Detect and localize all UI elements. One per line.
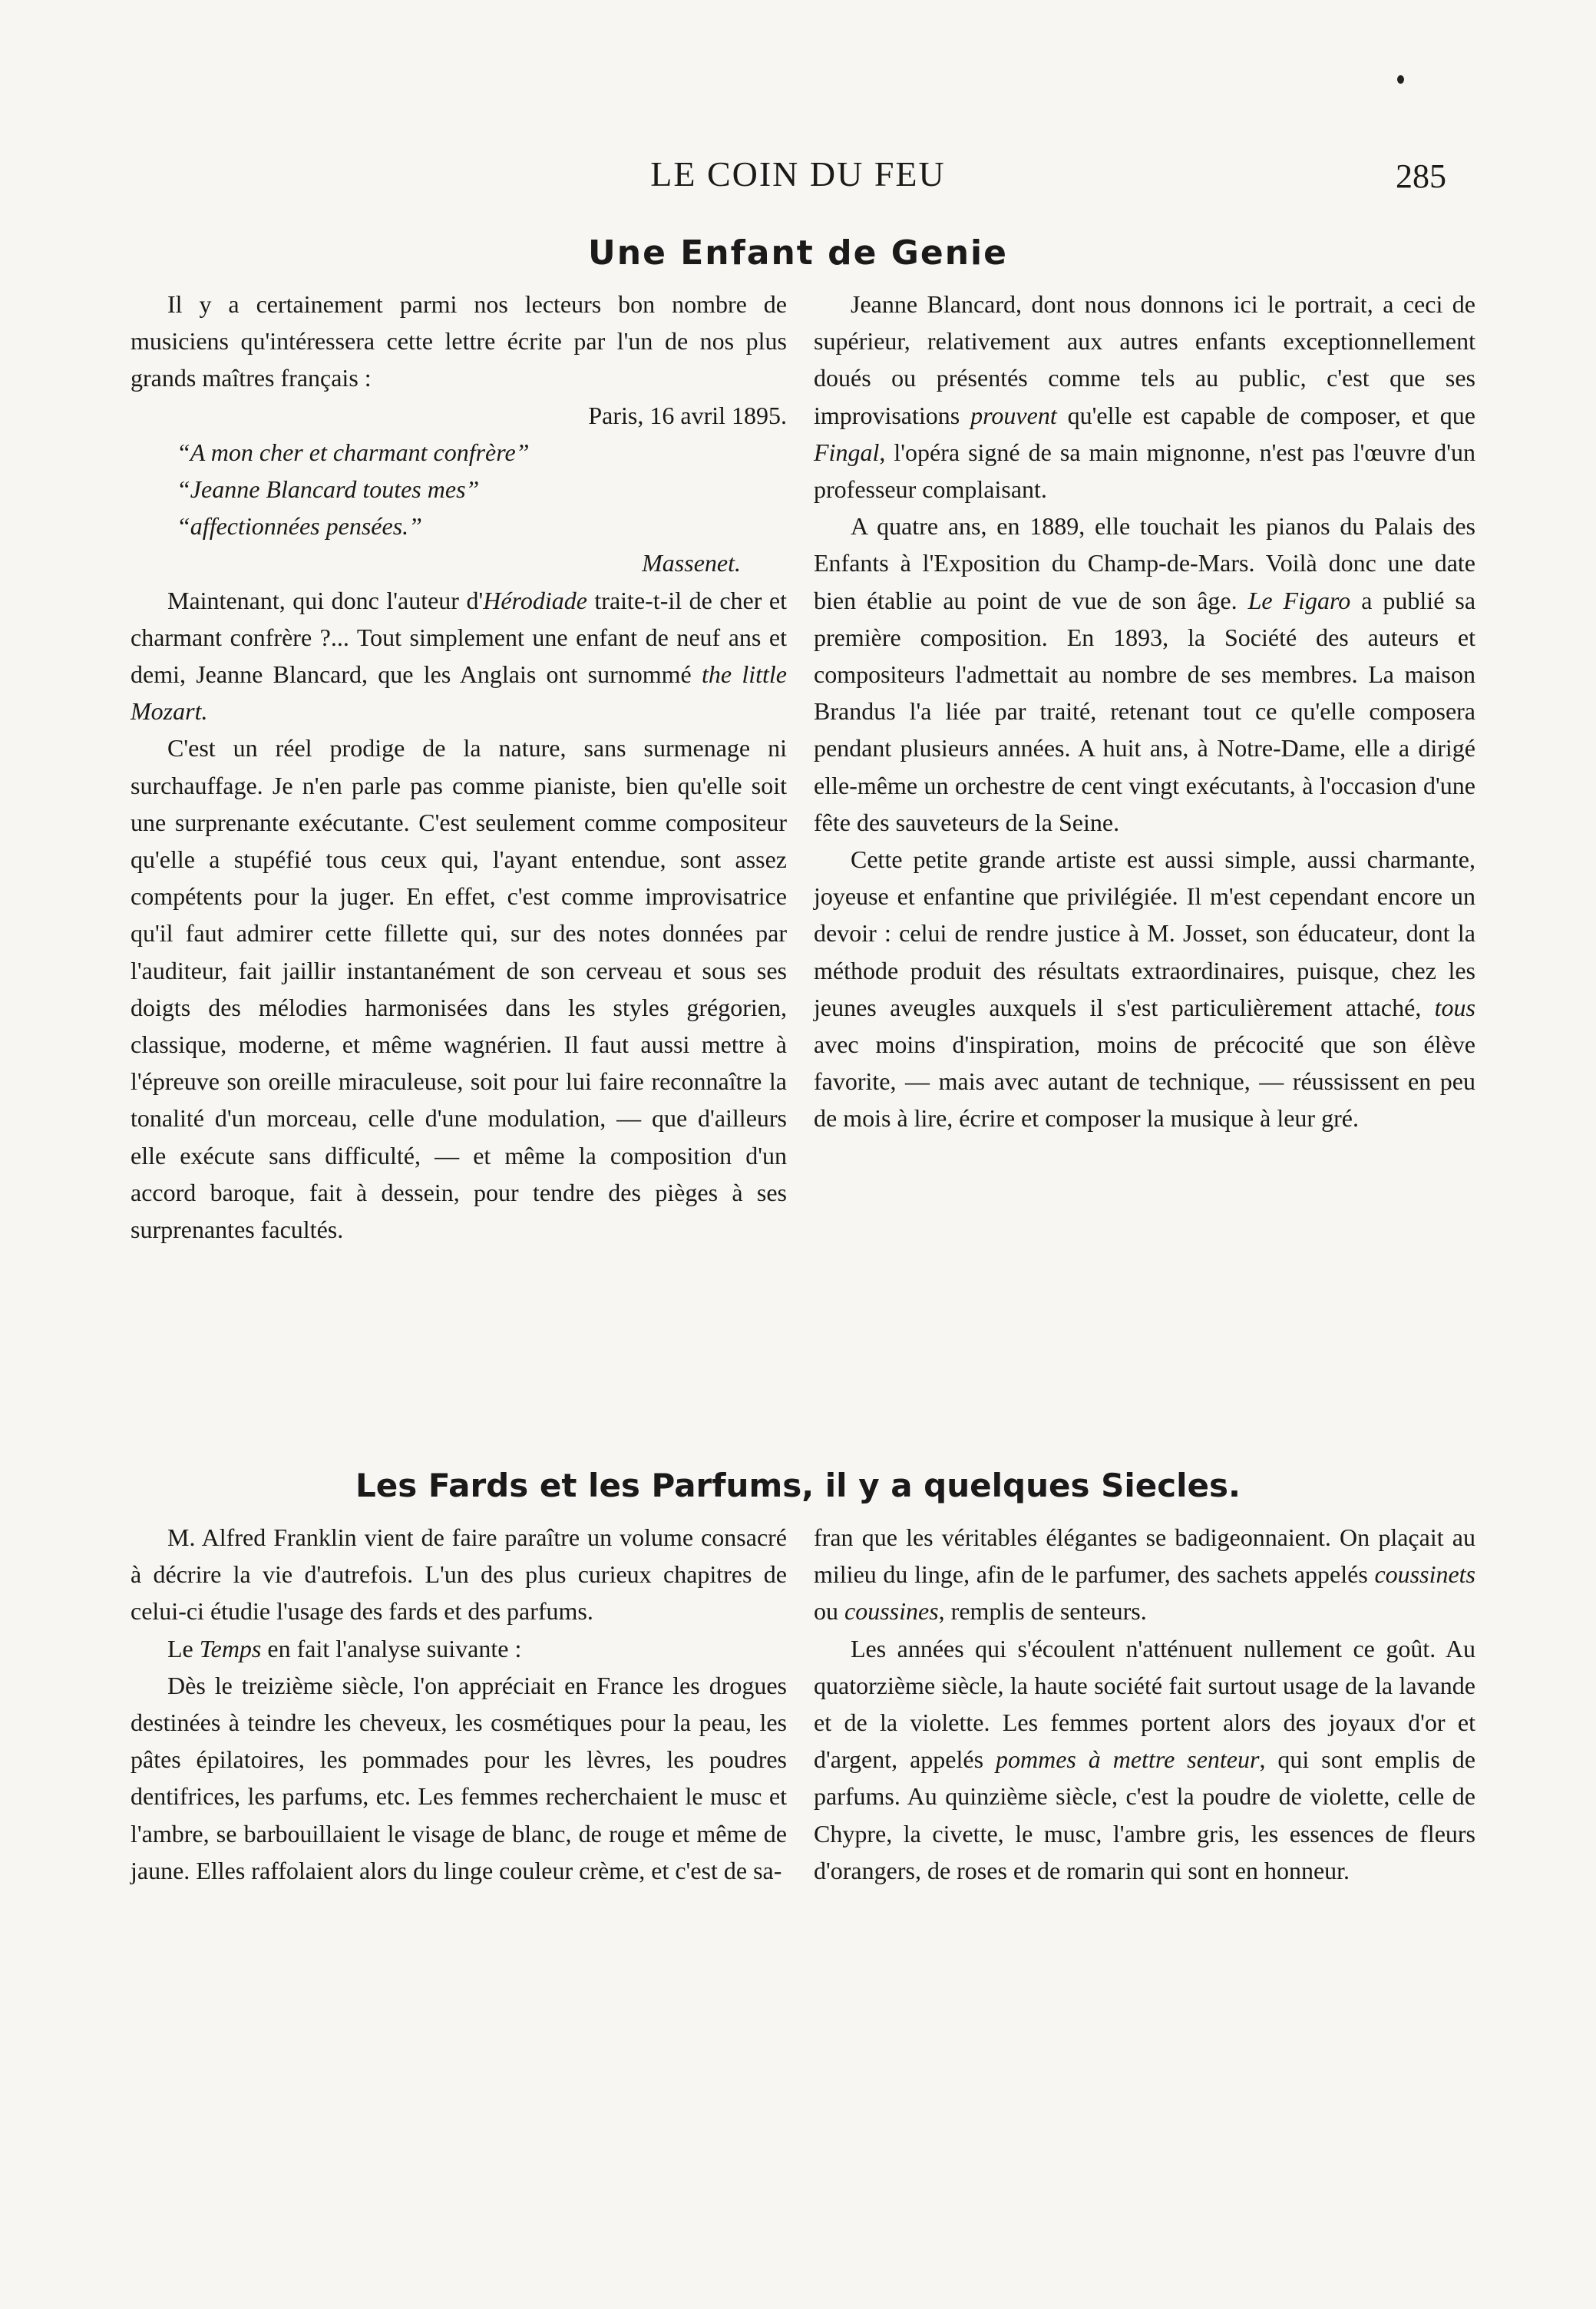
article1-column-right xyxy=(814,286,1475,1137)
article-title-fards-et-parfums: Les Fards et les Parfums, il y a quelques Siecles. xyxy=(355,1467,1241,1504)
newspaper-le-figaro: Le Figaro xyxy=(1247,586,1351,614)
article-title-enfant-de-genie: Une Enfant de Genie xyxy=(588,233,1008,273)
article1-paragraph-6: Cette petite grande artiste est aussi simple, aussi charmante, joyeuse et enfantine que privilégiée. Il m'est cependant encore un devoir : celui de rendre justice à M. Josset, son éducateur, dont la méthode produit des résultats extraordinaires, puisque, chez les jeunes aveugles auxquels il s'est particulièrement attaché, tous avec moins d'inspiration, moins de précocité que son élève favorite, — mais avec autant de technique, — réussissent en peu de mois à lire, écrire et composer la musique à leur gré. xyxy=(814,845,1475,1133)
nickname-little-mozart: the little Mozart. xyxy=(131,660,788,726)
article2-paragraph-4: fran que les véritables élégantes se badigeonnaient. On plaçait au milieu du linge, afin de le parfumer, des sachets appelés coussinets ou coussines, remplis de senteurs. xyxy=(814,1523,1475,1626)
letter-line-3: “affectionnées pensées.” xyxy=(177,512,422,541)
article2-paragraph-2: Le Temps en fait l'analyse suivante : xyxy=(167,1634,522,1662)
letter-line-1: “A mon cher et charmant confrère” xyxy=(177,438,530,466)
article1-intro: Il y a certainement parmi nos lecteurs bon nombre de musiciens qu'intéressera cette lettre écrite par l'un de nos plus grands maîtres français : xyxy=(131,290,787,392)
article2-column-left xyxy=(131,1519,787,1889)
article2-column-right xyxy=(814,1519,1475,1889)
running-title: LE COIN DU FEU xyxy=(650,154,946,194)
article1-paragraph-4: Jeanne Blancard, dont nous donnons ici le portrait, a ceci de supérieur, relativement aux autres enfants exceptionnellement doués ou présentés comme tels au public, c'est que ses improvisations prouvent qu'elle est capable de composer, et que Fingal, l'opéra signé de sa main mignonne, n'est pas l'œuvre d'un professeur complaisant. xyxy=(814,290,1476,504)
work-title-herodiade: Hérodiade xyxy=(483,586,587,614)
article1-column-left xyxy=(131,286,787,1248)
newspaper-le-temps: Temps xyxy=(199,1634,262,1662)
article2-paragraph-5: Les années qui s'écoulent n'atténuent nullement ce goût. Au quatorzième siècle, la haute société fait surtout usage de la lavande et de la violette. Les femmes portent alors des joyaux d'or et d'argent, appelés pommes à mettre senteur, qui sont emplis de parfums. Au quinzième siècle, c'est la poudre de violette, celle de Chypre, la civette, le musc, l'ambre gris, les essences de fleurs d'orangers, de roses et de romarin qui sont en honneur. xyxy=(814,1634,1476,1884)
work-title-fingal: Fingal xyxy=(814,438,880,466)
article2-paragraph-3: Dès le treizième siècle, l'on appréciait en France les drogues destinées à teindre les cheveux, les cosmétiques pour la peau, les pâtes épilatoires, les pommades pour les lèvres, les poudres dentifrices, les parfums, etc. Les femmes recherchaient le musc et l'ambre, se barbouillaient le visage de blanc, de rouge et même de jaune. Elles raffolaient alors du linge couleur crème, et c'est de sa- xyxy=(131,1671,787,1884)
letter-line-2: “Jeanne Blancard toutes mes” xyxy=(177,475,480,504)
page-number: 285 xyxy=(1396,157,1446,195)
article1-paragraph-3: C'est un réel prodige de la nature, sans surmenage ni surchauffage. Je n'en parle pas comme pianiste, bien qu'elle soit une surprenante exécutante. C'est seulement comme compositeur qu'elle a stupéfié tous ceux qui, l'ayant entendue, sont assez compétents pour la juger. En effet, c'est comme improvisatrice qu'il faut admirer cette fillette qui, sur des notes données par l'auditeur, fait jaillir instantanément de son cerveau et sous ses doigts des mélodies harmonisées dans les styles grégorien, classique, moderne, et même wagnérien. Il faut aussi mettre à l'épreuve son oreille miraculeuse, soit pour lui faire reconnaître la tonalité d'un morceau, celle d'une modulation, — que d'ailleurs elle exécute sans difficulté, — et même la composition d'un accord baroque, fait à dessein, pour tendre des pièges à ses surprenantes facultés. xyxy=(131,734,787,1244)
letter-date: Paris, 16 avril 1895. xyxy=(588,401,787,429)
article1-paragraph-2: Maintenant, qui donc l'auteur d'Hérodiade traite-t-il de cher et charmant confrère ?... Tout simplement une enfant de neuf ans et demi, Jeanne Blancard, que les Anglais ont surnommé the little Mozart. xyxy=(131,586,788,726)
article1-paragraph-5: A quatre ans, en 1889, elle touchait les pianos du Palais des Enfants à l'Exposition du Champ-de-Mars. Voilà donc une date bien établie au point de vue de son âge. Le Figaro a publié sa première composition. En 1893, la Société des auteurs et compositeurs l'admettait au nombre de ses membres. La maison Brandus l'a liée par traité, retenant tout ce qu'elle composera pendant plusieurs années. A huit ans, à Notre-Dame, elle a dirigé elle-même un orchestre de cent vingt exécutants, à l'occasion d'une fête des sauveteurs de la Seine. xyxy=(814,512,1476,836)
letter-signature: Massenet. xyxy=(642,549,741,577)
print-speck xyxy=(1397,75,1404,84)
article2-paragraph-1: M. Alfred Franklin vient de faire paraître un volume consacré à décrire la vie d'autrefois. L'un des plus curieux chapitres de celui-ci étudie l'usage des fards et des parfums. xyxy=(131,1523,787,1626)
